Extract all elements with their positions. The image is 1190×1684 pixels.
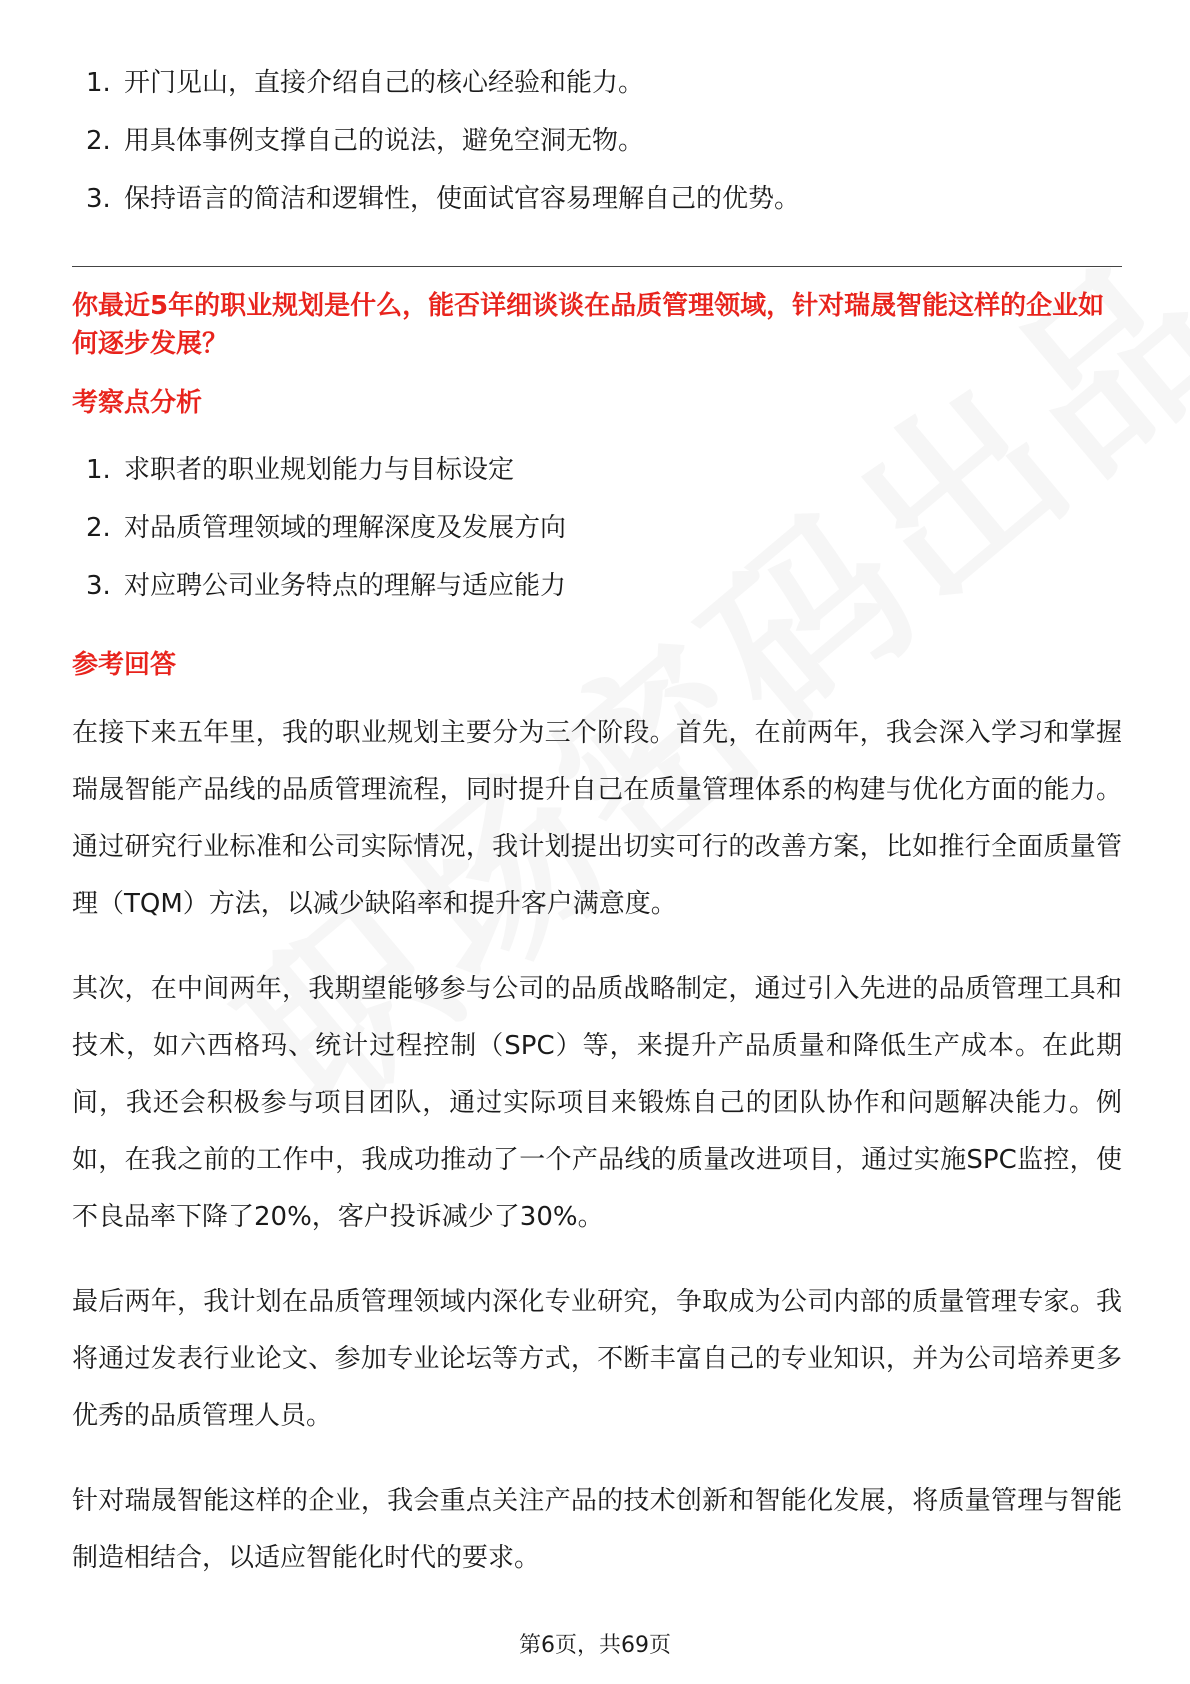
list-item [72,441,1122,499]
list-item [72,557,1122,615]
answer-paragraph: 在接下来五年里，我的职业规划主要分为三个阶段。首先，在前两年，我会深入学习和掌握瑞晟智能产品线的品质管理流程，同时提升自己在质量管理体系的构建与优化方面的能力。通过研究行业标准和公司实际情况，我计划提出切实可行的改善方案，比如推行全面质量管理（TQM）方法，以减少缺陷率和提升客户满意度。 [72,718,1122,919]
analysis-list [72,441,1122,615]
list-item [72,54,1122,112]
section-divider [72,266,1122,267]
list-item-text: 保持语言的简洁和逻辑性，使面试官容易理解自己的优势。 [124,184,801,214]
answer-heading: 参考回答 [72,650,177,680]
page-number: 第6页，共69页 [519,1633,671,1658]
top-tips-list [72,54,1122,228]
list-item-text: 用具体事例支撑自己的说法，避免空洞无物。 [124,126,645,156]
list-item-number: 1. [86,68,111,98]
list-item-number: 1. [86,455,111,485]
page-content [72,0,1122,1613]
analysis-heading: 考察点分析 [72,388,203,418]
list-item-number: 3. [86,571,111,601]
answer-paragraph: 其次，在中间两年，我期望能够参与公司的品质战略制定，通过引入先进的品质管理工具和技术，如六西格玛、统计过程控制（SPC）等，来提升产品质量和降低生产成本。在此期间，我还会积极参与项目团队，通过实际项目来锻炼自己的团队协作和问题解决能力。例如，在我之前的工作中，我成功推动了一个产品线的质量改进项目，通过实施SPC监控，使不良品率下降了20%，客户投诉减少了30%。 [72,974,1122,1232]
answer-paragraph: 针对瑞晟智能这样的企业，我会重点关注产品的技术创新和智能化发展，将质量管理与智能制造相结合，以适应智能化时代的要求。 [72,1486,1122,1573]
list-item-text: 求职者的职业规划能力与目标设定 [124,455,515,485]
list-item-text: 开门见山，直接介绍自己的核心经验和能力。 [124,68,645,98]
list-item [72,499,1122,557]
list-item-number: 3. [86,184,111,214]
list-item-text: 对应聘公司业务特点的理解与适应能力 [124,571,567,601]
list-item [72,112,1122,170]
list-item [72,170,1122,228]
list-item-text: 对品质管理领域的理解深度及发展方向 [124,513,567,543]
list-item-number: 2. [86,126,111,156]
list-item-number: 2. [86,513,111,543]
interview-question: 你最近5年的职业规划是什么，能否详细谈谈在品质管理领域，针对瑞晟智能这样的企业如何逐步发展？ [72,291,1105,359]
answer-paragraph: 最后两年，我计划在品质管理领域内深化专业研究，争取成为公司内部的质量管理专家。我将通过发表行业论文、参加专业论坛等方式，不断丰富自己的专业知识，并为公司培养更多优秀的品质管理人员。 [72,1287,1122,1431]
